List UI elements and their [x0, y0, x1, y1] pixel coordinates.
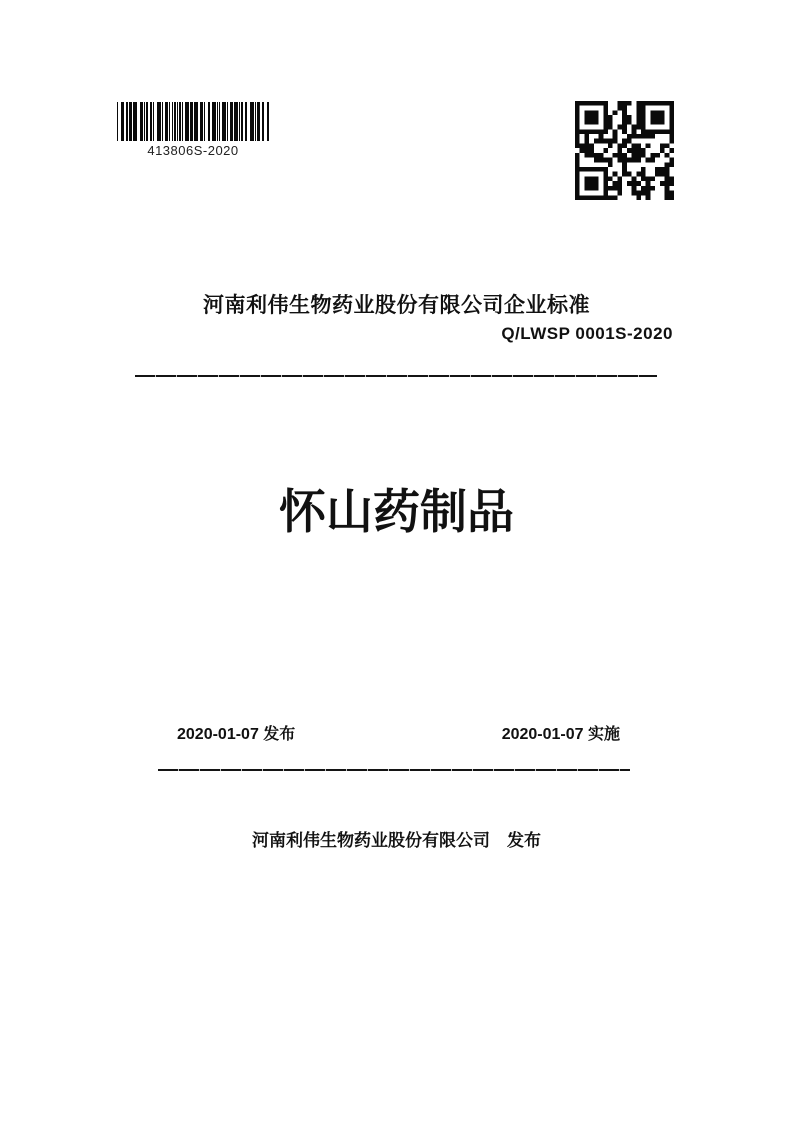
barcode-bars-icon	[117, 102, 269, 141]
publisher-line: 河南利伟生物药业股份有限公司 发布	[252, 831, 541, 850]
company-standard-title: 河南利伟生物药业股份有限公司企业标准	[203, 294, 590, 317]
barcode	[117, 102, 269, 158]
qr-code-icon	[575, 101, 674, 200]
footer-divider	[158, 769, 630, 771]
implement-date: 2020-01-07 实施	[501, 726, 620, 743]
document-title: 怀山药制品	[279, 485, 514, 538]
header-divider	[135, 375, 657, 377]
standard-number: Q/LWSP 0001S-2020	[501, 324, 673, 343]
publish-date: 2020-01-07 发布	[177, 726, 296, 743]
barcode-value: 413806S-2020	[147, 143, 239, 158]
